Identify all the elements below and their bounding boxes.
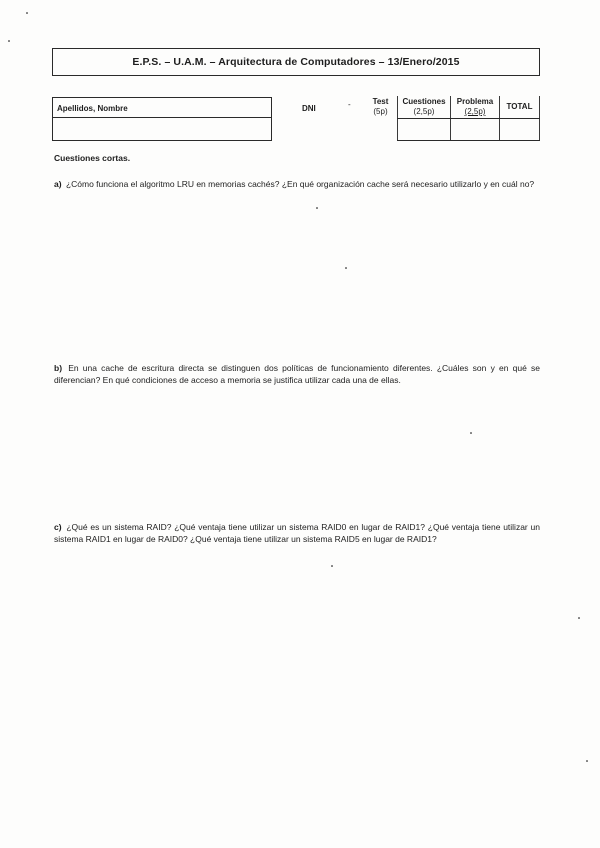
score-bottom-line	[397, 140, 540, 141]
score-header-line1: Test	[372, 97, 389, 106]
scan-speck	[331, 565, 333, 567]
question-a	[54, 178, 540, 190]
score-header-line2: (2,5p)	[464, 107, 486, 116]
section-title: Cuestiones cortas.	[54, 153, 131, 163]
scan-speck	[316, 207, 318, 209]
score-header-line2: (5p)	[373, 107, 388, 116]
exam-header	[52, 48, 540, 76]
score-header-problema	[451, 97, 499, 117]
scan-speck	[470, 432, 472, 434]
scan-speck	[345, 267, 347, 269]
question-text: ¿Qué es un sistema RAID? ¿Qué ventaja tiene utilizar un sistema RAID0 en lugar de RAID1? ¿Qué ventaja tiene utilizar un sistema RAID1 en lugar de RAID0? ¿Qué ventaja tiene utilizar un sistema RAID5 en lugar de RAID1?	[54, 522, 540, 544]
name-field-box	[52, 97, 272, 141]
question-letter: a)	[54, 179, 62, 189]
scan-speck	[586, 760, 588, 762]
question-text: En una cache de escritura directa se distinguen dos políticas de funcionamiento diferentes. ¿Cuáles son y en qué se diferencian? En qué condiciones de acceso a memoria se justifica utilizar cada una de ellas.	[54, 363, 540, 385]
question-c	[54, 521, 540, 545]
question-text: ¿Cómo funciona el algoritmo LRU en memorias cachés? ¿En qué organización cache será necesario utilizarlo y en cuál no?	[65, 179, 535, 189]
scan-speck	[578, 617, 580, 619]
score-table	[360, 96, 540, 141]
score-header-line1: TOTAL	[506, 102, 533, 111]
dni-dash: -	[348, 100, 351, 109]
score-header-total	[500, 102, 539, 112]
score-header-line1: Cuestiones	[402, 97, 446, 106]
name-label: Apellidos, Nombre	[57, 104, 128, 113]
name-divider	[53, 117, 271, 118]
exam-title: E.P.S. – U.A.M. – Arquitectura de Computadores – 13/Enero/2015	[132, 56, 460, 68]
scan-speck	[8, 40, 10, 42]
score-header-test	[364, 97, 397, 117]
question-letter: b)	[54, 363, 63, 373]
question-letter: c)	[54, 522, 62, 532]
score-header-line1: Problema	[456, 97, 494, 106]
score-header-cuestiones	[398, 97, 450, 117]
dni-label: DNI	[302, 104, 316, 113]
score-header-line	[397, 118, 540, 119]
question-b	[54, 362, 540, 386]
scan-speck	[26, 12, 28, 14]
score-header-line2: (2,5p)	[413, 107, 435, 116]
